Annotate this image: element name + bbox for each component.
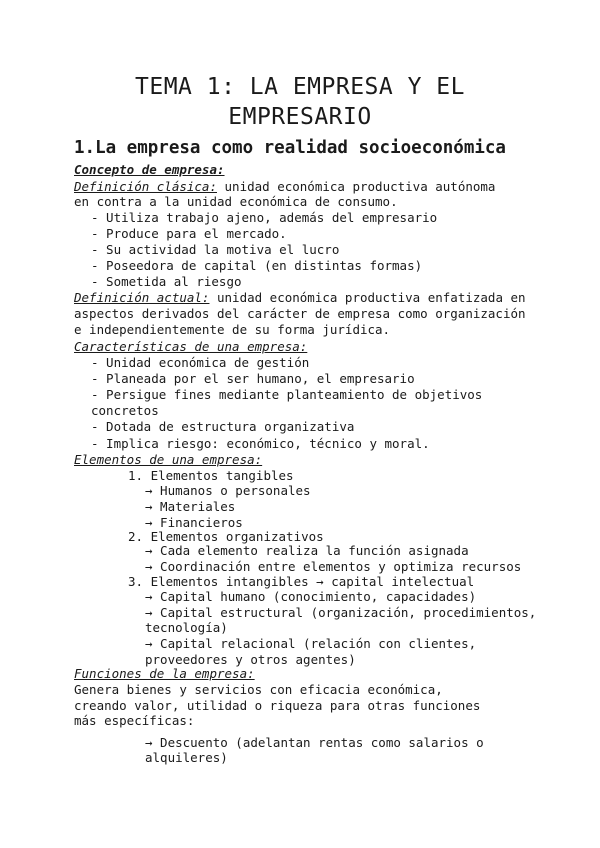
clasica-bullet: - Produce para el mercado. [91,226,287,241]
section-heading: 1.La empresa como realidad socioeconómica [74,138,506,158]
definicion-actual-text-2: aspectos derivados del carácter de empresa como organización [74,306,526,321]
funciones-heading: Funciones de la empresa: [74,666,255,681]
definicion-clasica-text-2: en contra a la unidad económica de consumo. [74,194,398,209]
caracteristicas-heading: Características de una empresa: [74,339,308,354]
definicion-clasica-line [74,179,495,194]
elemento-item: → Humanos o personales [145,483,311,498]
elementos-group-1: 1. Elementos tangibles [128,468,294,483]
elemento-item-continuation: proveedores y otros agentes) [145,652,356,667]
elemento-item-continuation: tecnología) [145,620,228,635]
funciones-text-2: creando valor, utilidad o riqueza para otras funciones [74,698,481,713]
caracteristica-item: - Dotada de estructura organizativa [91,419,355,434]
document-title-line-1: TEMA 1: LA EMPRESA Y EL [135,74,465,100]
elementos-heading: Elementos de una empresa: [74,452,263,467]
definicion-actual-label: Definición actual: [74,290,210,305]
elemento-item: → Financieros [145,515,243,530]
funcion-item: → Descuento (adelantan rentas como salarios o [145,735,484,750]
elementos-group-3: 3. Elementos intangibles → capital intelectual [128,574,475,589]
elementos-group-2: 2. Elementos organizativos [128,529,324,544]
definicion-actual-text: unidad económica productiva enfatizada en [209,290,526,305]
elemento-item: → Cada elemento realiza la función asignada [145,543,469,558]
caracteristica-item: - Unidad económica de gestión [91,355,310,370]
definicion-clasica-text: unidad económica productiva autónoma [217,179,496,194]
caracteristica-item: concretos [91,403,159,418]
caracteristica-item: - Planeada por el ser humano, el empresario [91,371,415,386]
funciones-text-1: Genera bienes y servicios con eficacia económica, [74,682,443,697]
caracteristica-item: - Persigue fines mediante planteamiento de objetivos [91,387,483,402]
elemento-item: → Materiales [145,499,236,514]
elemento-item: → Capital humano (conocimiento, capacidades) [145,589,477,604]
clasica-bullet: - Su actividad la motiva el lucro [91,242,340,257]
document-title-line-2: EMPRESARIO [228,104,372,130]
funciones-text-3: más específicas: [74,713,195,728]
funcion-item-continuation: alquileres) [145,750,228,765]
definicion-clasica-label: Definición clásica: [74,179,217,194]
clasica-bullet: - Poseedora de capital (en distintas formas) [91,258,423,273]
clasica-bullet: - Utiliza trabajo ajeno, además del empresario [91,210,438,225]
definicion-actual-text-3: e independientemente de su forma jurídica. [74,322,391,337]
caracteristica-item: - Implica riesgo: económico, técnico y moral. [91,436,430,451]
elemento-item: → Coordinación entre elementos y optimiza recursos [145,559,522,574]
concepto-heading: Concepto de empresa: [74,162,225,177]
clasica-bullet: - Sometida al riesgo [91,274,242,289]
definicion-actual-line [74,290,526,305]
elemento-item: → Capital relacional (relación con clientes, [145,636,477,651]
elemento-item: → Capital estructural (organización, procedimientos, [145,605,537,620]
